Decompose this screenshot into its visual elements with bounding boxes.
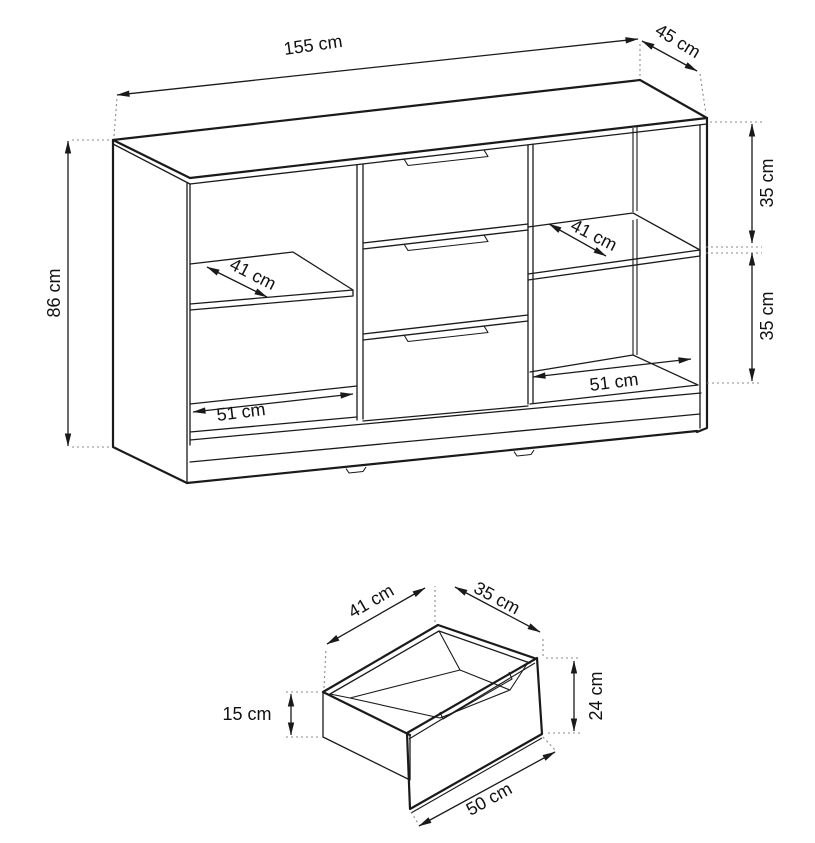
label-left-shelf-depth: 41 cm xyxy=(226,253,280,295)
label-overall-width: 155 cm xyxy=(282,30,344,60)
drawer-front-panel xyxy=(407,658,542,809)
label-overall-height: 86 cm xyxy=(44,268,64,318)
drawer-interior-bottom xyxy=(330,631,527,718)
label-drawer-side-height: 15 cm xyxy=(222,704,272,724)
interior-back-corner xyxy=(633,127,637,355)
drawer-handle-notches xyxy=(404,150,488,342)
label-drawer-front-height: 24 cm xyxy=(586,671,606,721)
label-drawer-front-width: 50 cm xyxy=(462,778,516,820)
cabinet-top-thickness xyxy=(113,124,707,184)
extension-lines-drawer xyxy=(286,586,580,825)
label-right-shelf-depth: 41 cm xyxy=(567,214,621,256)
drawer-front-panel-inner xyxy=(409,663,542,813)
drawer-left-wall xyxy=(323,692,410,780)
feet xyxy=(346,450,534,473)
sideboard-main-view xyxy=(44,20,777,483)
label-overall-depth: 45 cm xyxy=(651,19,705,63)
drawer-splits xyxy=(363,224,528,421)
cabinet-left-panel-inner xyxy=(187,183,190,483)
cabinet-top-face xyxy=(113,80,707,178)
label-right-lower-gap: 35 cm xyxy=(757,291,777,341)
drawer-detail-view xyxy=(222,578,606,826)
label-right-section-width: 51 cm xyxy=(588,369,640,395)
label-left-section-width: 51 cm xyxy=(215,399,267,425)
label-drawer-width: 35 cm xyxy=(470,577,524,619)
label-right-upper-gap: 35 cm xyxy=(757,158,777,208)
label-drawer-depth: 41 cm xyxy=(344,580,398,622)
left-divider xyxy=(357,164,363,420)
cabinet-left-panel-outline xyxy=(113,140,187,483)
dim-line-width-155 xyxy=(117,39,638,95)
